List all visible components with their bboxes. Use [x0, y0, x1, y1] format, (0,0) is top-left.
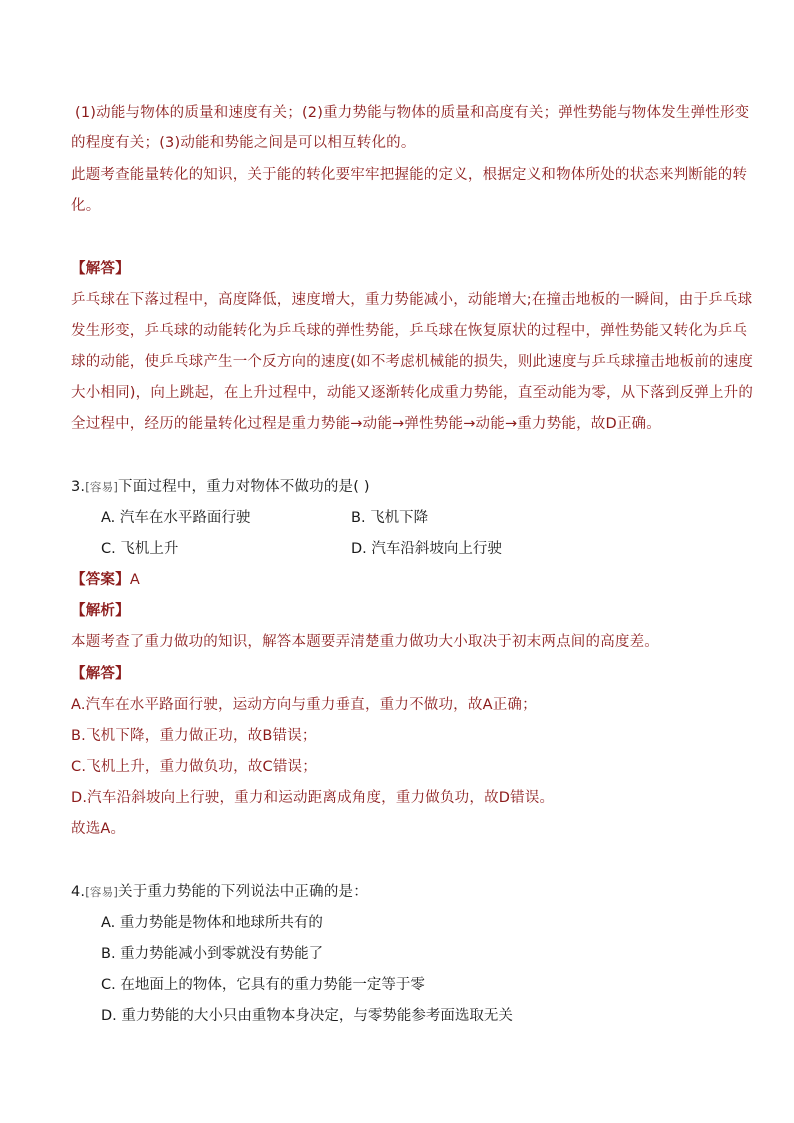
q4-option-b: B. 重力势能减小到零就没有势能了 [101, 946, 324, 962]
q3-option-c: C. 飞机上升 [101, 541, 179, 557]
solution-line-5: 全过程中，经历的能量转化过程是重力势能→动能→弹性势能→动能→重力势能，故D正确。 [71, 416, 661, 432]
difficulty-badge: [容易] [85, 480, 119, 494]
q3-analysis-label: 【解析】 [71, 603, 130, 619]
question-text: 下面过程中，重力对物体不做功的是( ) [118, 479, 370, 495]
q3-solution-line-3: C.飞机上升，重力做负功，故C错误； [71, 759, 317, 775]
question-4-stem [71, 882, 368, 902]
q3-solution-line-4: D.汽车沿斜坡向上行驶，重力和运动距离成角度，重力做负功，故D错误。 [71, 790, 555, 806]
analysis-line-4: 化。 [71, 198, 101, 214]
question-number: 4. [71, 884, 86, 900]
question-text: 关于重力势能的下列说法中正确的是： [118, 884, 368, 900]
q3-solution-line-2: B.飞机下降，重力做正功，故B错误； [71, 728, 317, 744]
q4-option-a: A. 重力势能是物体和地球所共有的 [101, 915, 323, 931]
q3-analysis-text: 本题考查了重力做功的知识，解答本题要弄清楚重力做功大小取决于初末两点间的高度差。 [71, 634, 659, 650]
q3-solution-line-1: A.汽车在水平路面行驶，运动方向与重力垂直，重力不做功，故A正确； [71, 697, 537, 713]
q3-conclusion: 故选A。 [71, 821, 126, 837]
analysis-line-2: 的程度有关；(3)动能和势能之间是可以相互转化的。 [71, 135, 416, 151]
solution-line-1: 乒乓球在下落过程中，高度降低，速度增大，重力势能减小，动能增大;在撞击地板的一瞬间，由于乒乓球 [71, 292, 753, 308]
difficulty-badge: [容易] [85, 885, 119, 899]
question-3-stem [71, 477, 370, 497]
q3-solution-label: 【解答】 [71, 666, 130, 682]
solution-header: 【解答】 [71, 261, 130, 277]
q4-option-d: D. 重力势能的大小只由重物本身决定，与零势能参考面选取无关 [101, 1008, 513, 1024]
analysis-line-1: (1)动能与物体的质量和速度有关；(2)重力势能与物体的质量和高度有关；弹性势能与物体发生弹性形变 [75, 105, 750, 121]
answer-value: A [129, 572, 140, 588]
solution-line-3: 球的动能，使乒乓球产生一个反方向的速度(如不考虑机械能的损失，则此速度与乒乓球撞击地板前的速度 [71, 354, 754, 370]
analysis-line-3: 此题考查能量转化的知识，关于能的转化要牢牢把握能的定义，根据定义和物体所处的状态来判断能的转 [71, 167, 748, 183]
q3-answer [71, 570, 140, 590]
q3-option-b: B. 飞机下降 [351, 510, 429, 526]
answer-label: 【答案】 [71, 572, 130, 588]
solution-line-4: 大小相同)，向上跳起，在上升过程中，动能又逐渐转化成重力势能，直至动能为零，从下落到反弹上升的 [71, 385, 754, 401]
question-number: 3. [71, 479, 86, 495]
q3-option-a: A. 汽车在水平路面行驶 [101, 510, 251, 526]
solution-line-2: 发生形变，乒乓球的动能转化为乒乓球的弹性势能，乒乓球在恢复原状的过程中，弹性势能又转化为乒乓 [71, 323, 748, 339]
q3-option-d: D. 汽车沿斜坡向上行驶 [351, 541, 502, 557]
q4-option-c: C. 在地面上的物体，它具有的重力势能一定等于零 [101, 977, 425, 993]
